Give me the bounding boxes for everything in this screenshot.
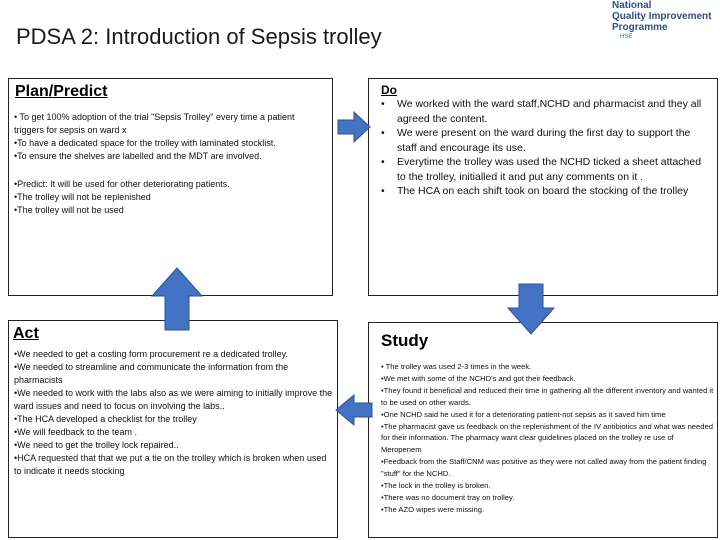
do-list xyxy=(375,97,709,199)
act-item: •HCA requested that that we put a tie on the trolley which is broken when used to indicate it needs stocking xyxy=(14,453,327,476)
arrow-right-icon xyxy=(336,110,372,144)
act-heading: Act xyxy=(13,325,39,342)
act-item: •We will feedback to the team . xyxy=(14,427,138,437)
plan-item: •To ensure the shelves are labelled and the MDT are involved. xyxy=(14,151,262,161)
study-box xyxy=(368,322,718,538)
study-item: •They found it beneficial and reduced their time in gathering all the different inventory and wanted it to be used on other wards. xyxy=(381,385,714,407)
study-item: •One NCHD said he used it for a deteriorating patient-not sepsis as it saved him time xyxy=(381,409,666,419)
study-item: •The AZO wipes were missing. xyxy=(381,504,485,514)
plan-body xyxy=(14,111,326,217)
study-item: • The trolley was used 2-3 times in the week. xyxy=(381,362,532,371)
plan-predict-box xyxy=(8,78,333,296)
plan-item: • To get 100% adoption of the trial "Sepsis Trolley" every time a patient triggers for sepsis on ward x xyxy=(14,112,295,135)
study-item: •There was no document tray on trolley. xyxy=(381,492,515,502)
logo-line-1: National xyxy=(612,0,652,11)
do-heading: Do xyxy=(381,83,397,97)
study-body xyxy=(381,361,715,516)
act-box xyxy=(8,320,338,538)
arrow-up-icon xyxy=(150,266,204,332)
act-item: •We needed to work with the labs also as we were aiming to initially improve the ward issues and need to focus on involving the labs.. xyxy=(14,388,333,411)
prediction-item: •Predict: It will be used for other deteriorating patients. xyxy=(14,179,230,189)
do-item: • The HCA on each shift took on board the stocking of the trolley xyxy=(375,184,709,199)
do-item: • We worked with the ward staff,NCHD and pharmacist and they all agreed the content. xyxy=(375,97,709,126)
arrow-down-icon xyxy=(506,282,556,336)
do-box xyxy=(368,78,718,296)
act-item: •We needed to get a costing form procurement re a dedicated trolley. xyxy=(14,349,288,359)
logo-line-3: Programme xyxy=(612,22,668,33)
prediction-item: •The trolley will not be used xyxy=(14,205,124,215)
study-item: •The lock in the trolley is broken. xyxy=(381,481,491,491)
study-heading: Study xyxy=(381,331,429,350)
nqip-logo xyxy=(612,0,716,44)
act-item: •We needed to streamline and communicate the information from the pharmacists xyxy=(14,362,289,385)
plan-item: •To have a dedicated space for the trolley with laminated stocklist. xyxy=(14,138,276,148)
act-item: •We need to get the trolley lock repaired.. xyxy=(14,440,179,450)
arrow-left-icon xyxy=(334,392,374,428)
do-item: • We were present on the ward during the first day to support the staff and encourage its use. xyxy=(375,126,709,155)
prediction-item: •The trolley will not be replenished xyxy=(14,192,151,202)
logo-line-2: Quality Improvement xyxy=(612,11,712,22)
act-item: •The HCA developed a checklist for the trolley xyxy=(14,414,197,424)
plan-heading: Plan/Predict xyxy=(15,83,108,100)
study-item: •Feedback from the Staff/CNM was positive as they were not called away from the patient finding "stuff" for the NCHD. xyxy=(381,457,707,479)
do-item: • Everytime the trolley was used the NCHD ticked a sheet attached to the trolley, initialled it and put any comments on it . xyxy=(375,155,709,184)
study-item: •We met with some of the NCHD's and got their feedback. xyxy=(381,373,576,383)
study-item: •The pharmacist gave us feedback on the replenishment of the IV antibiotics and what was needed for their information. The pharmacy want clear guidelines placed on the trolley re use of Meropenem xyxy=(381,421,713,455)
hse-logo-text: HSE xyxy=(620,34,633,40)
page-title: PDSA 2: Introduction of Sepsis trolley xyxy=(16,24,382,49)
act-body xyxy=(14,348,336,478)
